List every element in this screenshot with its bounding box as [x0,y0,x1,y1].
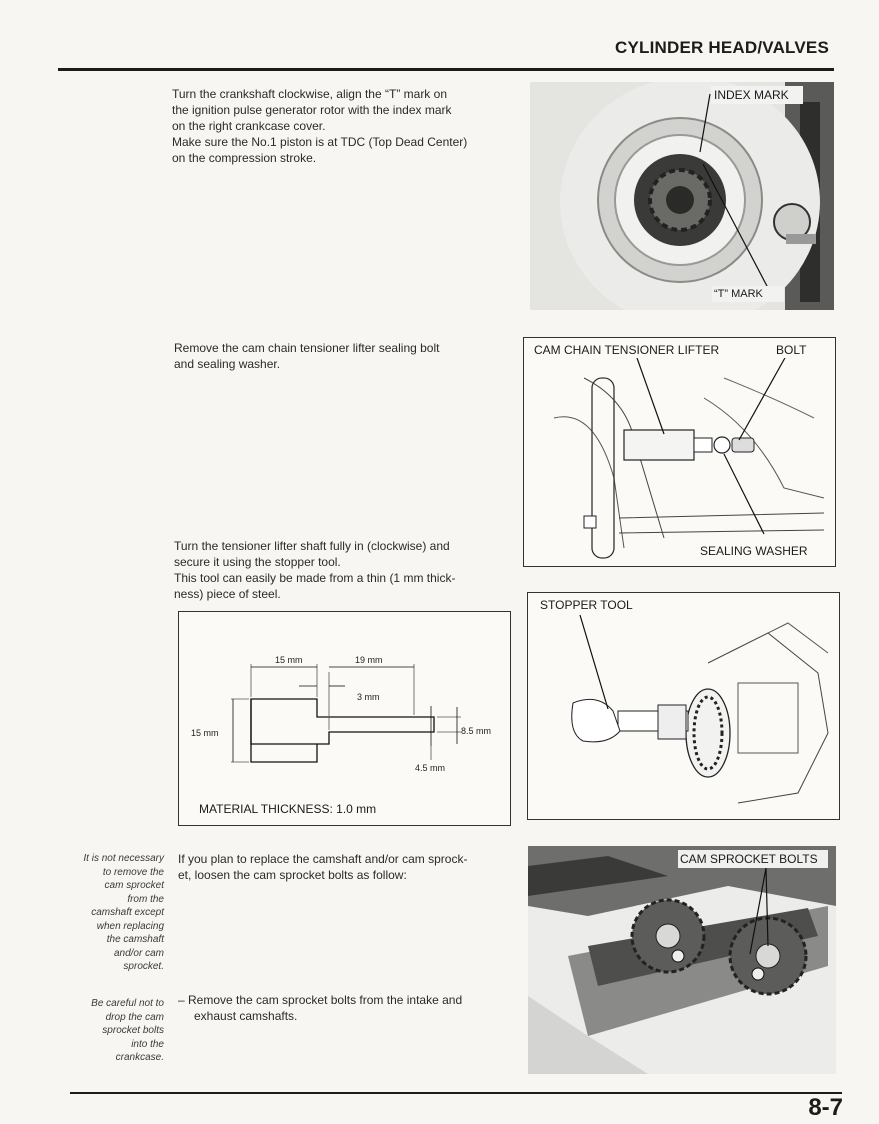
step1-line5: on the compression stroke. [172,151,317,165]
dim-4-5mm: 4.5 mm [415,763,446,773]
side-note-line: Be careful not to [91,998,164,1009]
step1-line4: Make sure the No.1 piston is at TDC (Top Dead Center) [172,135,468,149]
side-note-sprocket [54,852,164,974]
side-note-line: to remove the [102,866,164,878]
side-note-line: the camshaft [106,934,164,945]
step1-text [172,86,517,166]
side-note-line: into the [131,1038,164,1050]
side-note-line: camshaft except [91,907,164,918]
step2-line2: and sealing washer. [174,357,281,371]
sealing-washer-label: SEALING WASHER [700,544,808,558]
dim-15mm-left: 15 mm [191,728,219,738]
side-note-line: crankcase. [115,1052,164,1063]
tensioner-drawing [524,338,835,566]
cam-sprocket-bolts-label: CAM SPROCKET BOLTS [680,852,818,866]
cam-sprocket-photo [528,846,836,1074]
side-note-line: when replacing [96,920,164,932]
index-mark-photo [530,82,834,310]
tensioner-lifter-figure [523,337,836,567]
page-number: 8-7 [808,1094,843,1121]
side-note-line: drop the cam [105,1011,164,1023]
step3-line4: ness) piece of steel. [174,587,281,601]
side-note-line: sprocket. [123,961,164,972]
stopper-tool-install-drawing [528,593,839,819]
sprocket-illustration [528,846,836,1074]
step2-text [174,340,509,372]
step1-line2: the ignition pulse generator rotor with the index mark [172,103,452,117]
dim-19mm: 19 mm [355,655,383,665]
material-thickness-label: MATERIAL THICKNESS: 1.0 mm [199,802,377,816]
dim-8-5mm: 8.5 mm [461,726,492,736]
side-note-line: cam sprocket [104,880,164,891]
step4-line2: et, loosen the cam sprocket bolts as follow: [178,868,407,882]
index-mark-label: INDEX MARK [714,88,789,102]
tensioner-lifter-label: CAM CHAIN TENSIONER LIFTER [534,343,720,357]
stopper-tool-label: STOPPER TOOL [540,598,633,612]
step4-text [178,851,518,883]
dim-15mm-top: 15 mm [275,655,303,665]
side-note-line: It is not necessary [83,853,164,864]
side-note-line: sprocket bolts [102,1025,164,1036]
stopper-tool-figure [527,592,840,820]
step4-line1: If you plan to replace the camshaft and/or cam sprock- [178,852,468,866]
rotor-illustration [530,82,834,310]
header-rule [58,68,834,71]
step5-text [178,992,518,1024]
section-title: CYLINDER HEAD/VALVES [614,38,829,57]
side-note-line: from the [127,893,164,905]
step3-line2: secure it using the stopper tool. [174,555,341,569]
step5-line2: exhaust camshafts. [194,1009,298,1023]
side-note-bolts [54,997,164,1065]
step5-line1: – Remove the cam sprocket bolts from the intake and [178,993,463,1007]
step3-line3: This tool can easily be made from a thin (1 mm thick- [174,571,456,585]
step2-line1: Remove the cam chain tensioner lifter sealing bolt [174,341,440,355]
step3-line1: Turn the tensioner lifter shaft fully in (clockwise) and [174,539,450,553]
step3-text [174,538,514,602]
step1-line1: Turn the crankshaft clockwise, align the “T” mark on [172,87,447,101]
footer-rule [70,1092,842,1094]
step1-line3: on the right crankcase cover. [172,119,326,133]
dim-3mm: 3 mm [357,692,380,702]
stopper-dimension-figure [178,611,511,826]
t-mark-label: “T” MARK [714,288,763,300]
stopper-tool-drawing [179,612,510,825]
bolt-label: BOLT [776,343,807,357]
side-note-line: and/or cam [113,947,164,959]
